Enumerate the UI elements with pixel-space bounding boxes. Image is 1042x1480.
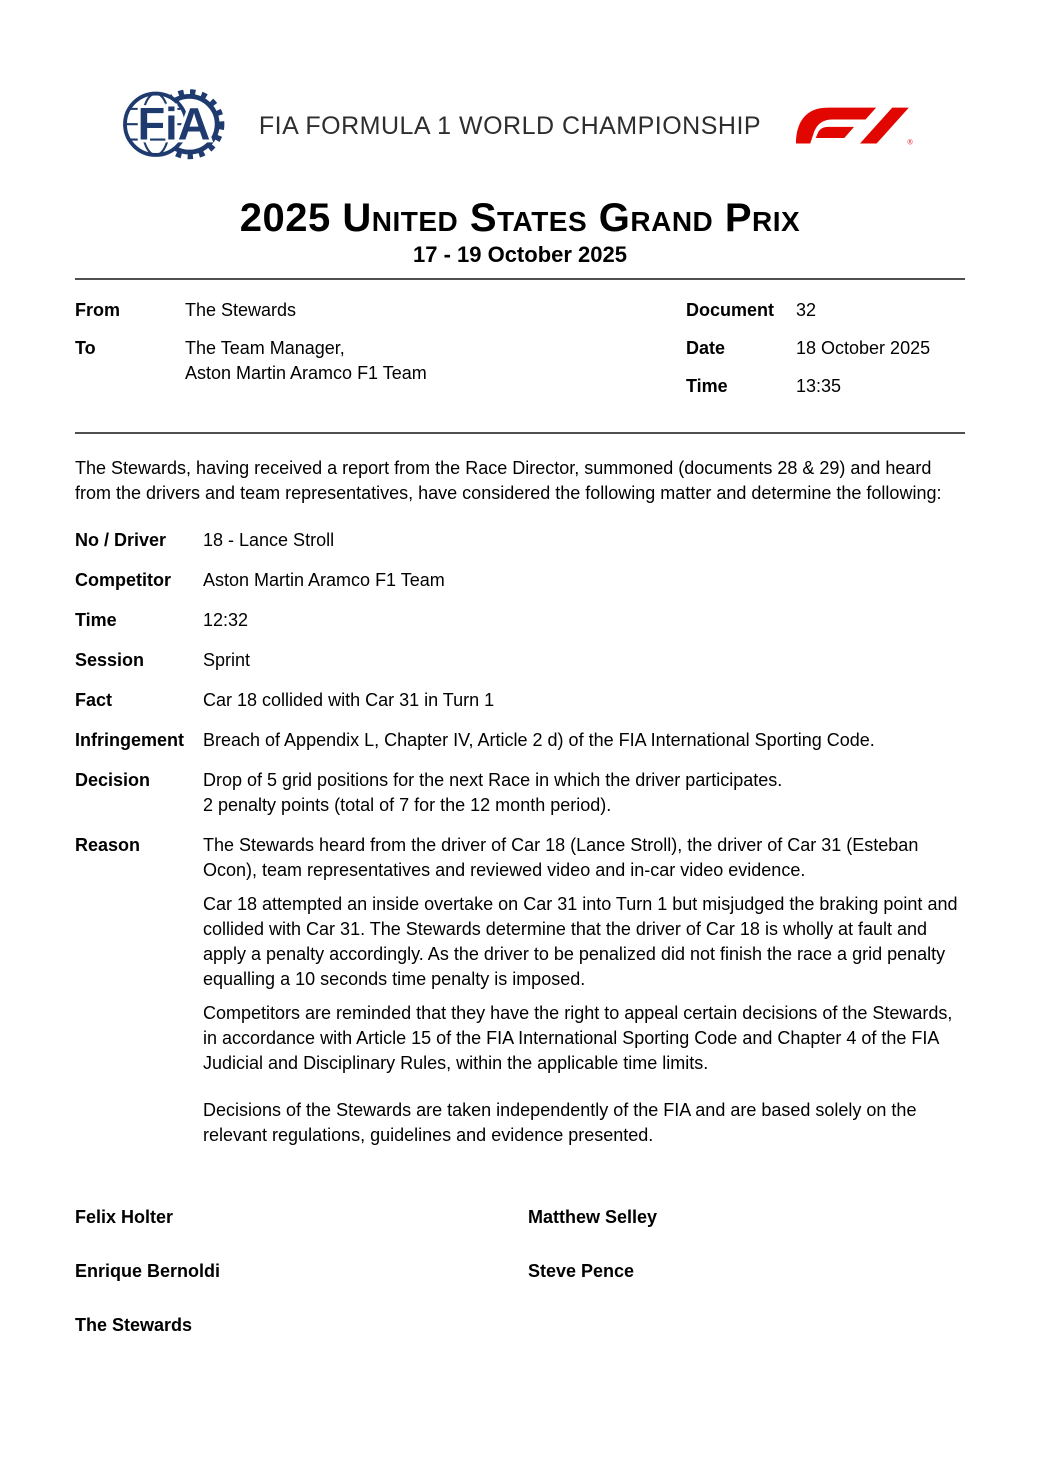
- session-value: Sprint: [203, 650, 251, 670]
- meta-row-to: [75, 336, 686, 386]
- no-driver-value: 18 - Lance Stroll: [203, 530, 335, 550]
- meta-row-date: [686, 336, 965, 361]
- meta-row-time: [686, 374, 965, 399]
- to-value-line2: Aston Martin Aramco F1 Team: [185, 363, 427, 383]
- document-value: 32: [796, 300, 817, 320]
- event-date-range: 17 - 19 October 2025: [412, 242, 627, 267]
- incident-time-value: 12:32: [203, 610, 249, 630]
- to-value-line1: The Team Manager,: [185, 338, 345, 358]
- meta-left-column: [75, 298, 686, 412]
- signature-steward-1: Felix Holter: [75, 1207, 174, 1227]
- meta-row-from: [75, 298, 686, 323]
- fia-logo-text: FiA: [137, 98, 211, 150]
- intro-paragraph: The Stewards, having received a report from the Race Director, summoned (documents 28 & 29) and heard from the drivers and team representatives, have considered the following matter and determine the following:: [75, 458, 942, 503]
- signature-footer: The Stewards: [75, 1315, 193, 1335]
- decision-line-1: Drop of 5 grid positions for the next Race in which the driver participates.: [203, 770, 783, 790]
- detail-row-session: [75, 648, 965, 673]
- meta-row-document: [686, 298, 965, 323]
- detail-row-fact: [75, 688, 965, 713]
- meta-section: [75, 280, 965, 432]
- competitor-value: Aston Martin Aramco F1 Team: [203, 570, 445, 590]
- reason-label: Reason: [75, 835, 141, 855]
- detail-row-reason: [75, 833, 965, 1157]
- signatures-section: [75, 1205, 965, 1338]
- infringement-value: Breach of Appendix L, Chapter IV, Article 2 d) of the FIA International Sporting Code.: [203, 730, 875, 750]
- from-value: The Stewards: [185, 300, 297, 320]
- decision-details: [75, 528, 965, 1157]
- reason-paragraph-2: Car 18 attempted an inside overtake on Car 31 into Turn 1 but misjudged the braking point and collided with Car 31. The Stewards determine that the driver of Car 18 is wholly at fault and apply a penalty accordingly. As the driver to be penalized did not finish the race a grid penalty equalling a 10 seconds time penalty is imposed.: [203, 894, 958, 989]
- document-header: [75, 80, 965, 186]
- championship-title: FIA FORMULA 1 WORLD CHAMPIONSHIP: [258, 111, 762, 140]
- detail-row-time: [75, 608, 965, 633]
- reason-paragraph-4: Decisions of the Stewards are taken independently of the FIA and are based solely on the relevant regulations, guidelines and evidence presented.: [203, 1100, 917, 1145]
- from-label: From: [75, 300, 120, 320]
- document-label: Document: [686, 300, 775, 320]
- reason-paragraph-3: Competitors are reminded that they have the right to appeal certain decisions of the Stewards, in accordance with Article 15 of the FIA International Sporting Code and Chapter 4 of the FIA Judicial and Disciplinary Rules, within the applicable time limits.: [203, 1003, 953, 1073]
- to-value: [185, 336, 686, 386]
- divider-bottom: [75, 432, 965, 434]
- session-label: Session: [75, 650, 145, 670]
- signature-row-1: [75, 1205, 965, 1230]
- f1-logo: [795, 102, 913, 157]
- reason-paragraph-1: The Stewards heard from the driver of Car 18 (Lance Stroll), the driver of Car 31 (Esteban Ocon), team representatives and reviewed video and in-car video evidence.: [203, 835, 919, 880]
- event-title: 2025 United States Grand Prix: [239, 196, 801, 240]
- no-driver-label: No / Driver: [75, 530, 167, 550]
- signature-steward-3: Enrique Bernoldi: [75, 1261, 221, 1281]
- registered-mark: ®: [907, 138, 913, 146]
- detail-row-competitor: [75, 568, 965, 593]
- detail-row-infringement: [75, 728, 965, 753]
- to-label: To: [75, 338, 96, 358]
- incident-time-label: Time: [75, 610, 117, 630]
- decision-line-2: 2 penalty points (total of 7 for the 12 month period).: [203, 795, 612, 815]
- competitor-label: Competitor: [75, 570, 171, 590]
- time-label: Time: [686, 376, 728, 396]
- fia-logo: [121, 82, 225, 185]
- time-value: 13:35: [796, 376, 842, 396]
- date-value: 18 October 2025: [796, 338, 931, 358]
- signature-steward-4: Steve Pence: [528, 1261, 635, 1281]
- signature-row-2: [75, 1259, 965, 1284]
- infringement-label: Infringement: [75, 730, 185, 750]
- decision-value: [203, 768, 965, 818]
- fact-value: Car 18 collided with Car 31 in Turn 1: [203, 690, 495, 710]
- detail-row-decision: [75, 768, 965, 818]
- signature-steward-2: Matthew Selley: [528, 1207, 658, 1227]
- fia-globe-gear-icon: [121, 82, 225, 178]
- detail-row-no-driver: [75, 528, 965, 553]
- meta-right-column: [686, 298, 965, 412]
- fact-label: Fact: [75, 690, 113, 710]
- date-label: Date: [686, 338, 726, 358]
- f1-logo-icon: [795, 102, 913, 150]
- reason-value: [203, 833, 965, 1157]
- decision-label: Decision: [75, 770, 151, 790]
